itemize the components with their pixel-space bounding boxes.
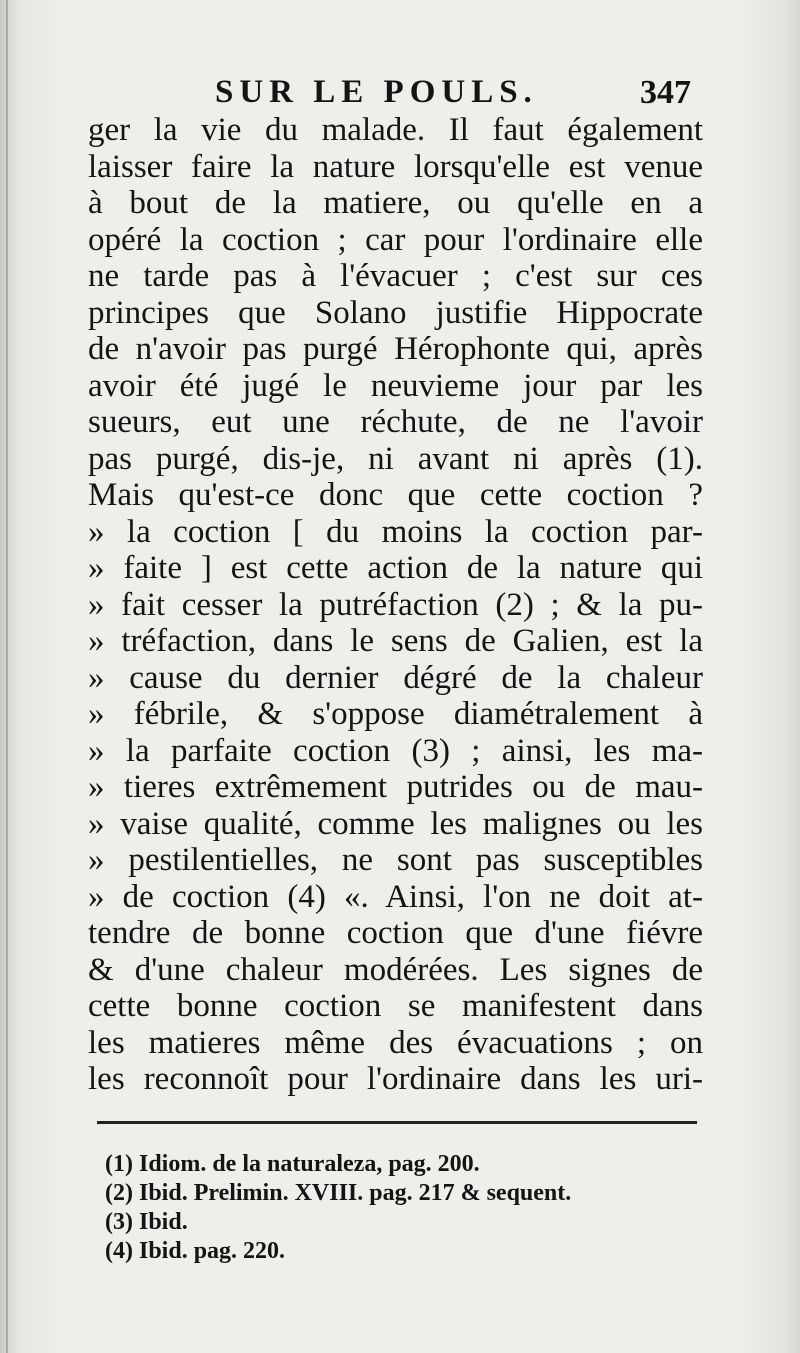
page-header [0,68,800,118]
footnote: (2) Ibid. Prelimin. XVIII. pag. 217 & sequent. [105,1180,572,1206]
page-gutter [6,0,8,1353]
text-line: » fait cesser la putréfaction (2) ; & la pu- [88,586,703,623]
text-line: » pestilentielles, ne sont pas susceptibles [88,842,703,878]
text-line: » faite ] est cette action de la nature qui [88,550,703,586]
text-line: avoir été jugé le neuvieme jour par les [88,367,703,404]
text-line: laisser faire la nature lorsqu'elle est venue [88,148,703,185]
text-line: ne tarde pas à l'évacuer ; c'est sur ces [88,258,703,294]
text-line: sueurs, eut une réchute, de ne l'avoir [88,404,703,440]
text-line: tendre de bonne coction que d'une fiévre [88,915,703,951]
text-line: » tréfaction, dans le sens de Galien, est la [88,623,703,659]
footnote: (1) Idiom. de la naturaleza, pag. 200. [105,1151,480,1177]
text-line: à bout de la matiere, ou qu'elle en a [88,185,703,221]
running-title: SUR LE POULS. [215,74,538,110]
text-line: Mais qu'est-ce donc que cette coction ? [88,477,703,513]
text-line: de n'avoir pas purgé Hérophonte qui, après [88,331,703,367]
text-line: » vaise qualité, comme les malignes ou les [88,805,703,842]
text-line: opéré la coction ; car pour l'ordinaire elle [88,221,703,258]
page-number: 347 [640,74,691,111]
text-line: principes que Solano justifie Hippocrate [88,294,703,331]
body-text [88,112,703,1098]
text-line: » tieres extrêmement putrides ou de mau- [88,769,703,805]
text-line: » fébrile, & s'oppose diamétralement à [88,696,703,732]
text-line: & d'une chaleur modérées. Les signes de [88,951,703,988]
text-line: les reconnoît pour l'ordinaire dans les uri- [88,1061,703,1097]
text-line: » de coction (4) «. Ainsi, l'on ne doit at- [88,878,703,915]
footnotes [105,1150,705,1266]
text-line: ger la vie du malade. Il faut également [88,112,703,148]
footnote-divider [97,1121,697,1124]
text-line: les matieres même des évacuations ; on [88,1024,703,1061]
text-line: pas purgé, dis-je, ni avant ni après (1). [88,440,703,477]
footnote: (4) Ibid. pag. 220. [105,1238,286,1264]
text-line: cette bonne coction se manifestent dans [88,988,703,1024]
text-line: » la parfaite coction (3) ; ainsi, les ma- [88,732,703,769]
text-line: » cause du dernier dégré de la chaleur [88,659,703,696]
footnote: (3) Ibid. [105,1209,188,1235]
text-line: » la coction [ du moins la coction par- [88,513,703,550]
